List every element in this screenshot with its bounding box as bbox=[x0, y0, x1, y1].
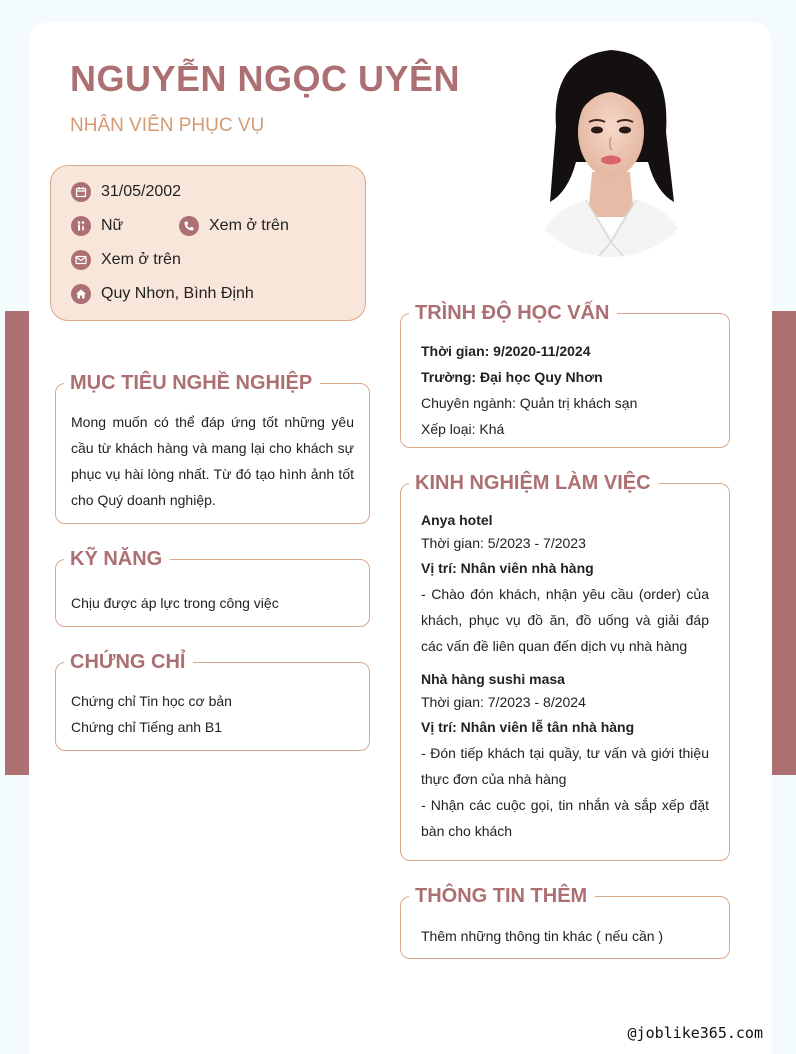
skill-item: Chịu được áp lực trong công việc bbox=[71, 595, 279, 611]
education-time: Thời gian: 9/2020-11/2024 bbox=[421, 343, 591, 359]
phone-value: Xem ở trên bbox=[209, 217, 289, 234]
education-title: TRÌNH ĐỘ HỌC VẤN bbox=[409, 298, 617, 328]
objective-text: Mong muốn có thể đáp ứng tốt những yêu cầu từ khách hàng và mang lại cho khách sự phục vụ hài lòng nhất. Từ đó tạo hình ảnh tốt cho Quý doanh nghiệp. bbox=[71, 414, 354, 508]
left-accent-bar bbox=[5, 311, 29, 775]
experience-company: Anya hotel bbox=[421, 512, 493, 528]
gender-icon bbox=[71, 216, 91, 236]
extra-info-section bbox=[400, 885, 730, 959]
profile-photo bbox=[516, 42, 706, 257]
certificates-title: CHỨNG CHỈ bbox=[64, 647, 193, 677]
experience-time: Thời gian: 5/2023 - 7/2023 bbox=[421, 535, 586, 551]
experience-duty: - Chào đón khách, nhận yêu cầu (order) của khách, phục vụ đồ ăn, đồ uống và giải đáp các vấn đề liên quan đến dịch vụ nhà hàng bbox=[421, 586, 709, 654]
experience-title: KINH NGHIỆM LÀM VIỆC bbox=[409, 468, 659, 498]
watermark: @joblike365.com bbox=[627, 1024, 763, 1042]
education-school: Trường: Đại học Quy Nhơn bbox=[421, 369, 603, 385]
experience-company: Nhà hàng sushi masa bbox=[421, 671, 565, 687]
certificates-list bbox=[71, 688, 354, 740]
gender-value: Nữ bbox=[101, 217, 124, 234]
birthday-value: 31/05/2002 bbox=[101, 183, 182, 200]
certificate-item: Chứng chỉ Tiếng anh B1 bbox=[71, 719, 223, 735]
skills-list bbox=[71, 590, 354, 616]
education-major: Chuyên ngành: Quản trị khách sạn bbox=[421, 395, 638, 411]
experience-time: Thời gian: 7/2023 - 8/2024 bbox=[421, 694, 586, 710]
experience-item bbox=[421, 667, 709, 844]
email-value: Xem ở trên bbox=[101, 251, 181, 268]
home-icon bbox=[71, 284, 91, 304]
education-section bbox=[400, 302, 730, 448]
experience-position: Vị trí: Nhân viên nhà hàng bbox=[421, 560, 594, 576]
education-details bbox=[421, 338, 714, 442]
right-accent-bar bbox=[772, 311, 796, 775]
birthday-row bbox=[71, 182, 181, 202]
address-row bbox=[71, 284, 254, 304]
calendar-icon bbox=[71, 182, 91, 202]
education-rank: Xếp loại: Khá bbox=[421, 421, 505, 437]
extra-info-title: THÔNG TIN THÊM bbox=[409, 881, 595, 911]
phone-row bbox=[179, 216, 289, 236]
objective-section bbox=[55, 372, 370, 524]
phone-icon bbox=[179, 216, 199, 236]
skills-section bbox=[55, 548, 370, 627]
email-row bbox=[71, 250, 181, 270]
experience-list bbox=[421, 508, 709, 844]
objective-title: MỤC TIÊU NGHỀ NGHIỆP bbox=[64, 368, 320, 398]
experience-duty: - Đón tiếp khách tại quầy, tư vấn và giới thiệu thực đơn của nhà hàng bbox=[421, 745, 709, 787]
job-title: NHÂN VIÊN PHỤC VỤ bbox=[70, 115, 265, 136]
address-value: Quy Nhơn, Bình Định bbox=[101, 285, 254, 302]
experience-position: Vị trí: Nhân viên lễ tân nhà hàng bbox=[421, 719, 635, 735]
contact-info-box bbox=[50, 165, 366, 321]
skills-title: KỸ NĂNG bbox=[64, 544, 170, 574]
experience-section bbox=[400, 472, 730, 861]
certificate-item: Chứng chỉ Tin học cơ bản bbox=[71, 693, 232, 709]
experience-duty: - Nhận các cuộc gọi, tin nhắn và sắp xếp đặt bàn cho khách bbox=[421, 797, 709, 839]
email-icon bbox=[71, 250, 91, 270]
gender-row bbox=[71, 216, 123, 236]
extra-info-text: Thêm những thông tin khác ( nếu cần ) bbox=[421, 928, 664, 944]
experience-item bbox=[421, 508, 709, 659]
certificates-section bbox=[55, 651, 370, 751]
candidate-name: NGUYỄN NGỌC UYÊN bbox=[70, 58, 461, 99]
